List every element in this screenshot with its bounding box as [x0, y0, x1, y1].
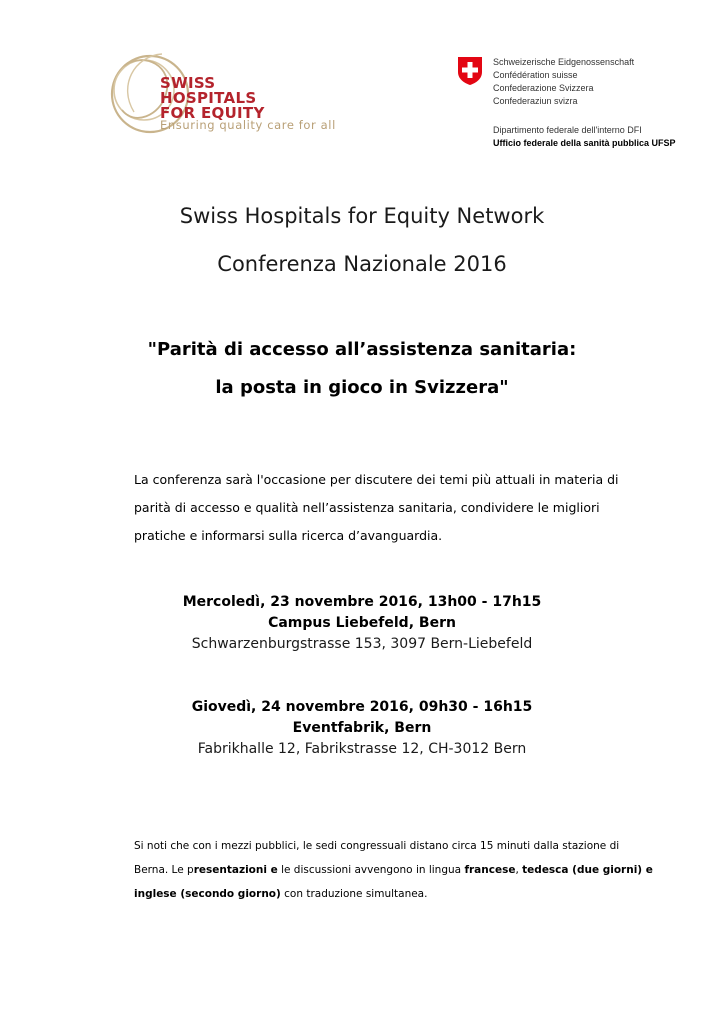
confederation-name-fr: Confédération suisse [493, 70, 578, 80]
event-day-1 [0, 592, 724, 655]
note-text: con traduzione simultanea. [280, 888, 428, 900]
page-title: Swiss Hospitals for Equity Network [179, 204, 545, 228]
department-block [493, 124, 676, 150]
logo-text-swiss: SWISS [160, 74, 216, 92]
confederation-names [493, 56, 634, 108]
event-address: Schwarzenburgstrasse 153, 3097 Bern-Liebefeld [191, 636, 533, 652]
intro-paragraph: La conferenza sarà l'occasione per discutere dei temi più attuali in materia di parità di accesso e qualità nell’assistenza sanitaria, condividere le migliori pratiche e informarsi sulla ricerca d’avanguardia. [134, 472, 619, 543]
logo-tagline: Ensuring quality care for all [160, 118, 336, 132]
confederation-name-rm: Confederaziun svizra [493, 96, 578, 106]
event-day-2 [0, 697, 724, 760]
office-name: Ufficio federale della sanità pubblica UFSP [493, 138, 676, 148]
confederation-name-de: Schweizerische Eidgenossenschaft [493, 57, 635, 67]
swiss-shield-icon [457, 56, 483, 86]
note-text: Si noti che con i mezzi pubblici, le sedi congressuali distano circa 15 minuti dalla stazione di Berna. Le p [134, 840, 620, 876]
conference-subtitle-line1: "Parità di accesso all’assistenza sanitaria: [147, 339, 577, 360]
logo-text-for-equity: FOR EQUITY [160, 104, 265, 122]
conference-subtitle-line2: la posta in gioco in Svizzera" [215, 377, 509, 398]
logo-text-hospitals: HOSPITALS [160, 89, 257, 107]
event-venue: Campus Liebefeld, Bern [268, 615, 456, 631]
event-date: Mercoledì, 23 novembre 2016, 13h00 - 17h15 [182, 594, 542, 610]
government-identity [457, 56, 717, 156]
event-address: Fabrikhalle 12, Fabrikstrasse 12, CH-3012 Bern [197, 741, 527, 757]
event-venue: Eventfabrik, Bern [292, 720, 432, 736]
department-name: Dipartimento federale dell'interno DFI [493, 125, 642, 135]
note-bold-presentations: resentazioni e [193, 864, 278, 876]
she-logo [104, 46, 364, 142]
note-text: le discussioni avvengono in lingua [277, 864, 465, 876]
confederation-name-it: Confederazione Svizzera [493, 83, 594, 93]
note-bold-french: francese [464, 864, 516, 876]
transport-language-note [134, 834, 654, 906]
event-date: Giovedì, 24 novembre 2016, 09h30 - 16h15 [191, 699, 533, 715]
conference-title: Conferenza Nazionale 2016 [217, 252, 507, 276]
note-text: , [515, 864, 523, 876]
note-bold-languages: tedesca (due giorni) e inglese (secondo giorno) [134, 864, 653, 900]
